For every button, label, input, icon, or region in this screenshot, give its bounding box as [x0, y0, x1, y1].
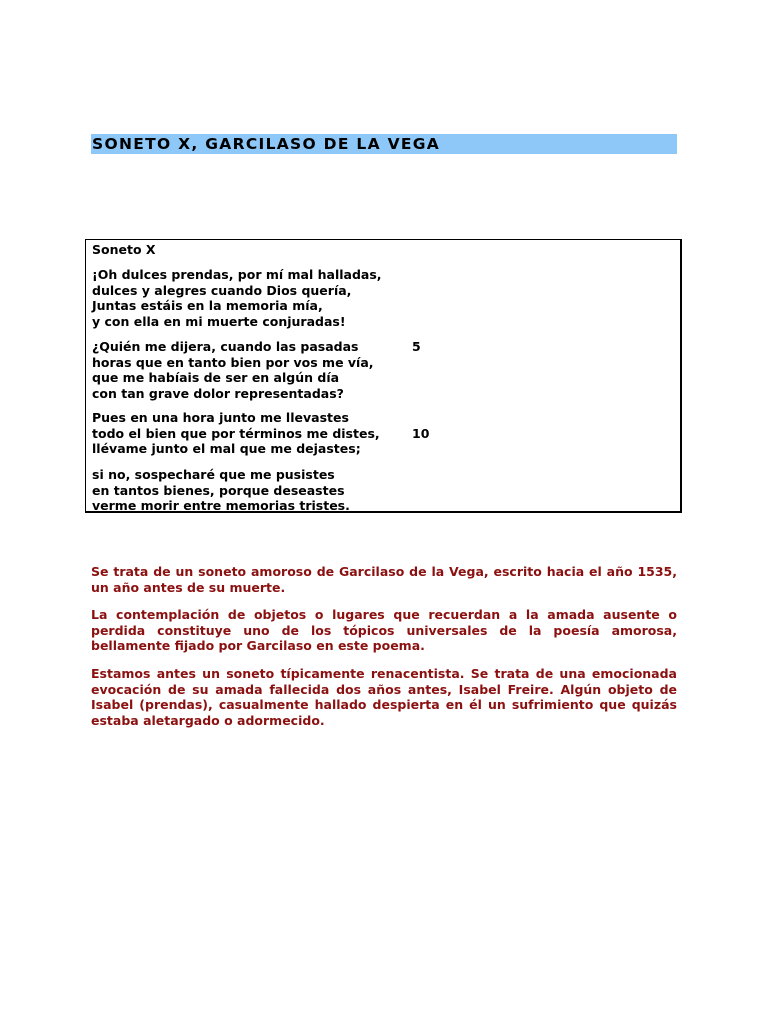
verse	[92, 498, 512, 514]
verse	[92, 339, 512, 355]
verse-text: ¡Oh dulces prendas, por mí mal halladas,	[92, 267, 382, 282]
verse-text: que me habíais de ser en algún día	[92, 370, 340, 386]
verse-number: 10	[412, 425, 430, 441]
poem-box	[85, 239, 682, 513]
stanza-4	[92, 467, 512, 514]
verse	[92, 283, 512, 299]
document-heading: SONETO X, GARCILASO DE LA VEGA	[92, 135, 441, 153]
verse-text: si no, sospecharé que me pusistes	[92, 467, 335, 482]
verse	[92, 410, 512, 426]
verse-text: todo el bien que por términos me distes,	[92, 425, 380, 441]
stanza-2	[92, 339, 512, 401]
verse	[92, 355, 512, 371]
verse-text: en tantos bienes, porque deseastes	[92, 482, 345, 498]
heading-bar	[91, 134, 677, 154]
verse-text: Juntas estáis en la memoria mía,	[92, 298, 323, 314]
verse	[92, 483, 512, 499]
verse-text: con tan grave dolor representadas?	[92, 385, 344, 401]
verse-number: 5	[412, 339, 421, 354]
commentary-paragraph-3: Estamos antes un soneto típicamente renacentista. Se trata de una emocionada evocación de su amada fallecida dos años antes, Isabel Freire. Algún objeto de Isabel (prendas), casualmente hallado despierta en él un sufrimiento que quizás estaba aletargado o adormecido.	[91, 666, 677, 728]
verse	[92, 370, 512, 386]
commentary-paragraph-1: Se trata de un soneto amoroso de Garcilaso de la Vega, escrito hacia el año 1535, un año antes de su muerte.	[91, 564, 677, 595]
verse	[92, 267, 512, 283]
verse	[92, 386, 512, 402]
commentary-paragraph-2: La contemplación de objetos o lugares que recuerdan a la amada ausente o perdida constituye uno de los tópicos universales de la poesía amorosa, bellamente fijado por Garcilaso en este poema.	[91, 607, 677, 653]
verse	[92, 441, 512, 457]
verse-text: llévame junto el mal que me dejastes;	[92, 441, 361, 457]
poem-title: Soneto X	[92, 242, 156, 257]
verse	[92, 426, 512, 442]
verse-text: Pues en una hora junto me llevastes	[92, 410, 349, 425]
verse	[92, 314, 512, 330]
verse	[92, 467, 512, 483]
stanza-3	[92, 410, 512, 457]
verse-text: ¿Quién me dijera, cuando las pasadas	[92, 339, 359, 354]
verse-text: horas que en tanto bien por vos me vía,	[92, 354, 374, 370]
stanza-1	[92, 267, 512, 329]
verse-text: verme morir entre memorias tristes.	[92, 498, 350, 514]
verse	[92, 298, 512, 314]
verse-text: dulces y alegres cuando Dios quería,	[92, 282, 352, 298]
verse-text: y con ella en mi muerte conjuradas!	[92, 313, 346, 329]
